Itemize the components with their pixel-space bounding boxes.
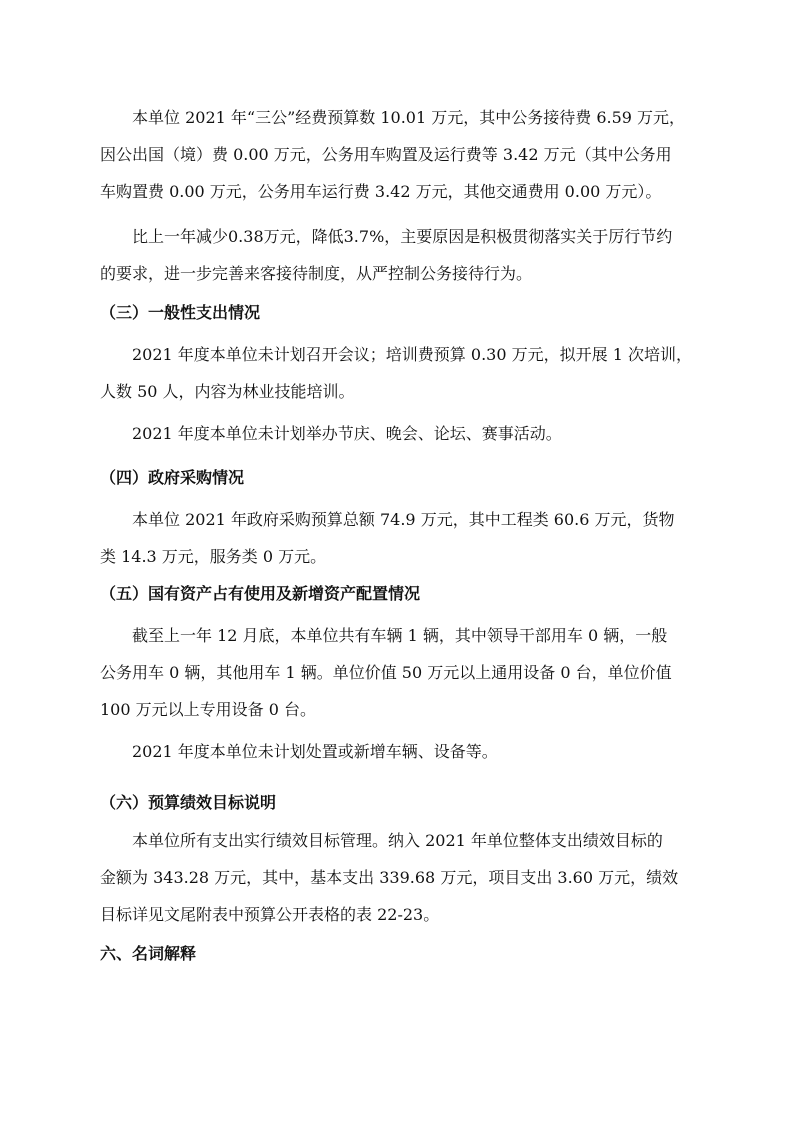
paragraph-line: 目标详见文尾附表中预算公开表格的表 22-23。 xyxy=(100,905,440,924)
paragraph-line: 本单位 2021 年“三公”经费预算数 10.01 万元，其中公务接待费 6.59 万元， xyxy=(132,108,686,127)
paragraph-line: 金额为 343.28 万元，其中，基本支出 339.68 万元，项目支出 3.60 万元，绩效 xyxy=(100,868,679,887)
paragraph-line: 的要求，进一步完善来客接待制度，从严控制公务接待行为。 xyxy=(100,264,533,283)
paragraph-line: 类 14.3 万元，服务类 0 万元。 xyxy=(100,547,327,566)
paragraph-events xyxy=(100,415,720,452)
paragraph-procurement-budget xyxy=(100,501,720,575)
paragraph-line: 100 万元以上专用设备 0 台。 xyxy=(100,700,316,719)
heading-state-assets: （五）国有资产占有使用及新增资产配置情况 xyxy=(100,584,421,603)
paragraph-line: 公务用车 0 辆，其他用车 1 辆。单位价值 50 万元以上通用设备 0 台，单位价值 xyxy=(100,663,672,682)
paragraph-line: 截至上一年 12 月底，本单位共有车辆 1 辆，其中领导干部用车 0 辆，一般 xyxy=(132,626,668,645)
paragraph-line: 2021 年度本单位未计划处置或新增车辆、设备等。 xyxy=(132,742,498,761)
paragraph-line: 本单位所有支出实行绩效目标管理。纳入 2021 年单位整体支出绩效目标的 xyxy=(132,831,663,850)
paragraph-asset-disposal xyxy=(100,733,720,770)
paragraph-line: 2021 年度本单位未计划举办节庆、晚会、论坛、赛事活动。 xyxy=(132,424,562,443)
paragraph-line: 人数 50 人，内容为林业技能培训。 xyxy=(100,382,355,401)
heading-government-procurement: （四）政府采购情况 xyxy=(100,468,245,487)
paragraph-meetings-training xyxy=(100,336,720,410)
heading-performance-goals: （六）预算绩效目标说明 xyxy=(100,793,277,812)
paragraph-performance-management xyxy=(100,822,720,933)
paragraph-line: 2021 年度本单位未计划召开会议；培训费预算 0.30 万元，拟开展 1 次培训， xyxy=(132,345,692,364)
paragraph-vehicles-equipment xyxy=(100,617,720,728)
paragraph-three-public-budget xyxy=(100,99,720,210)
paragraph-line: 比上一年减少0.38万元，降低3.7%，主要原因是积极贯彻落实关于厉行节约 xyxy=(132,227,673,246)
heading-general-expenditure: （三）一般性支出情况 xyxy=(100,303,261,322)
heading-glossary: 六、名词解释 xyxy=(100,944,197,963)
paragraph-year-comparison xyxy=(100,218,720,292)
paragraph-line: 本单位 2021 年政府采购预算总额 74.9 万元，其中工程类 60.6 万元，货物 xyxy=(132,510,675,529)
paragraph-line: 车购置费 0.00 万元，公务用车运行费 3.42 万元，其他交通费用 0.00 万元）。 xyxy=(100,182,662,201)
paragraph-line: 因公出国（境）费 0.00 万元，公务用车购置及运行费等 3.42 万元（其中公务用 xyxy=(100,145,672,164)
